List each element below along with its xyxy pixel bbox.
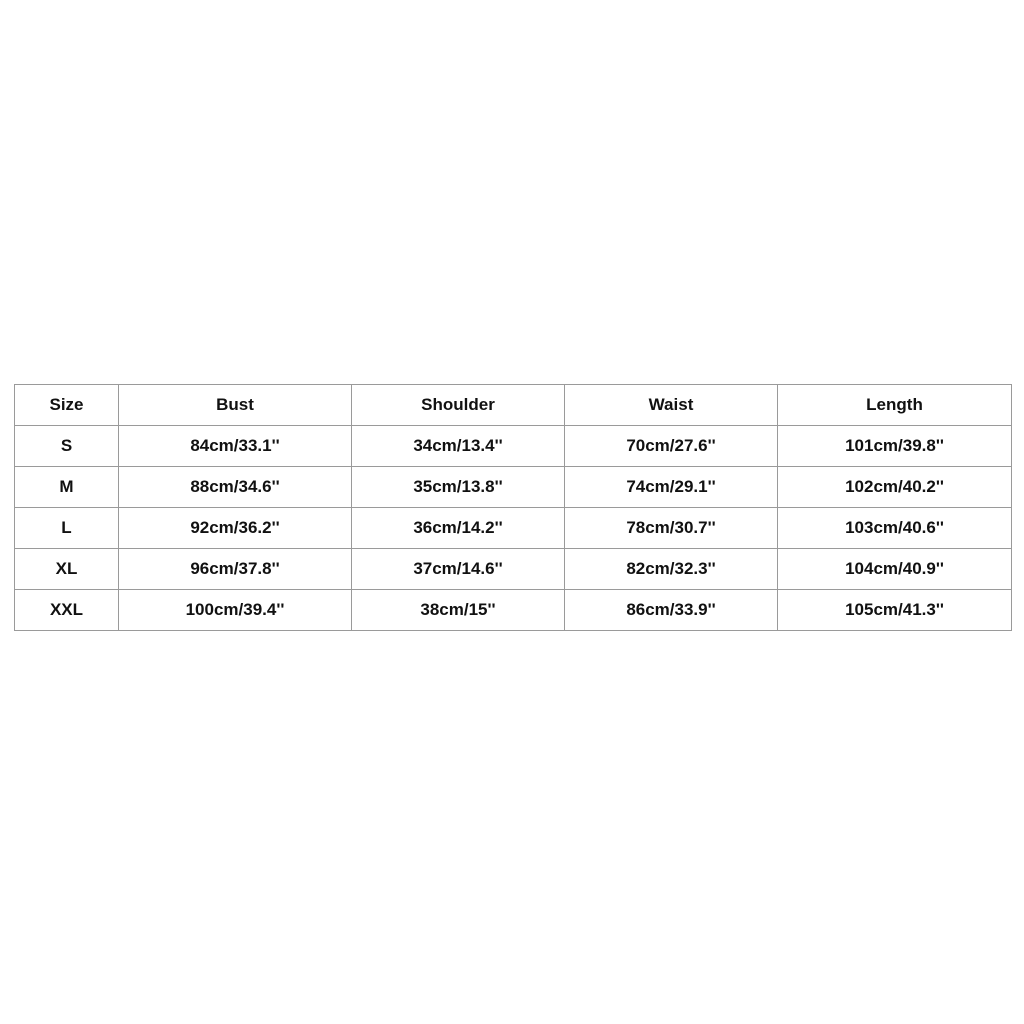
- cell-shoulder: 37cm/14.6'': [352, 549, 565, 590]
- cell-length: 102cm/40.2'': [778, 467, 1012, 508]
- cell-waist: 78cm/30.7'': [565, 508, 778, 549]
- cell-bust: 88cm/34.6'': [119, 467, 352, 508]
- table-row: [15, 549, 1012, 590]
- size-chart-table: [14, 384, 1012, 631]
- cell-length: 101cm/39.8'': [778, 426, 1012, 467]
- header-waist: Waist: [565, 385, 778, 426]
- cell-shoulder: 35cm/13.8'': [352, 467, 565, 508]
- cell-bust: 96cm/37.8'': [119, 549, 352, 590]
- cell-size: XXL: [15, 590, 119, 631]
- cell-bust: 100cm/39.4'': [119, 590, 352, 631]
- header-bust: Bust: [119, 385, 352, 426]
- cell-size: L: [15, 508, 119, 549]
- cell-size: S: [15, 426, 119, 467]
- header-shoulder: Shoulder: [352, 385, 565, 426]
- cell-size: XL: [15, 549, 119, 590]
- table-row: [15, 426, 1012, 467]
- cell-waist: 86cm/33.9'': [565, 590, 778, 631]
- table-row: [15, 590, 1012, 631]
- cell-waist: 82cm/32.3'': [565, 549, 778, 590]
- header-size: Size: [15, 385, 119, 426]
- cell-shoulder: 34cm/13.4'': [352, 426, 565, 467]
- table-row: [15, 467, 1012, 508]
- table-header-row: [15, 385, 1012, 426]
- cell-shoulder: 36cm/14.2'': [352, 508, 565, 549]
- cell-length: 103cm/40.6'': [778, 508, 1012, 549]
- cell-length: 105cm/41.3'': [778, 590, 1012, 631]
- cell-shoulder: 38cm/15'': [352, 590, 565, 631]
- cell-waist: 74cm/29.1'': [565, 467, 778, 508]
- table-row: [15, 508, 1012, 549]
- cell-bust: 84cm/33.1'': [119, 426, 352, 467]
- header-length: Length: [778, 385, 1012, 426]
- cell-waist: 70cm/27.6'': [565, 426, 778, 467]
- cell-bust: 92cm/36.2'': [119, 508, 352, 549]
- cell-length: 104cm/40.9'': [778, 549, 1012, 590]
- cell-size: M: [15, 467, 119, 508]
